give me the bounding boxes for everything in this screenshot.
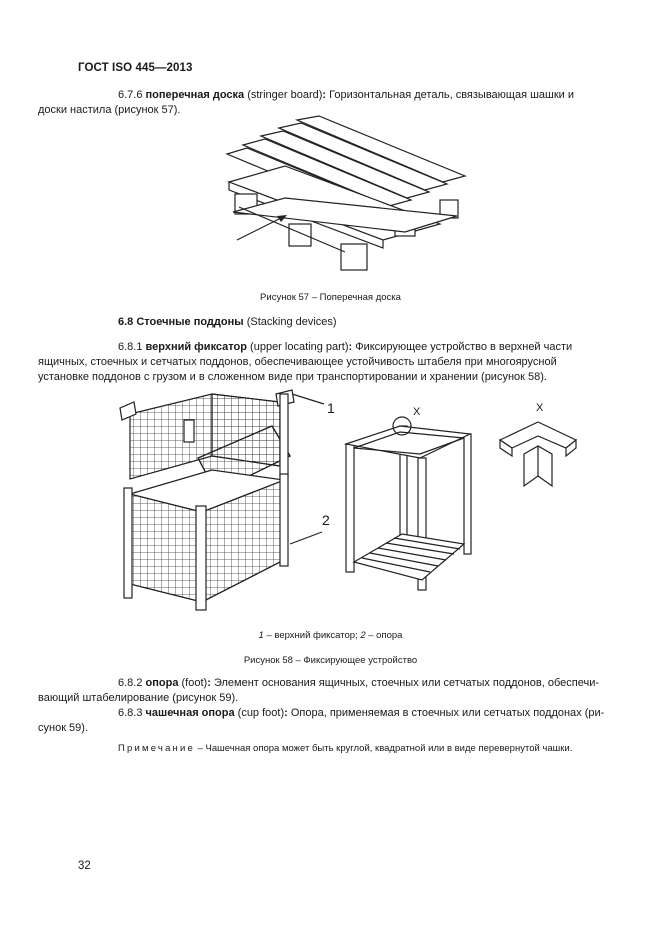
term-name: поперечная доска (145, 89, 245, 101)
term-name: верхний фиксатор (145, 341, 247, 353)
term-6-8-1-paragraph (38, 340, 615, 385)
detail-mark-x-frame: X (413, 406, 421, 418)
term-6-8-2-paragraph (38, 676, 615, 706)
callout-line-1 (292, 394, 324, 404)
note-text: – Чашечная опора может быть круглой, квадратной или в виде перевернутой чашки. (195, 743, 573, 754)
term-colon: : (322, 89, 327, 101)
term-definition-line: сунок 59). (38, 722, 89, 734)
term-definition-line: доски настила (рисунок 57). (38, 104, 181, 116)
term-definition-line: Опора, применяемая в стоечных или сетчатых поддонах (ри- (290, 707, 605, 719)
term-number: 6.8.1 (118, 341, 143, 353)
term-name: опора (145, 677, 179, 689)
note-paragraph (118, 743, 618, 754)
detail-mark-x-fitting: X (536, 402, 544, 414)
section-title: 6.8 Стоечные поддоны (118, 316, 244, 328)
legend-text: – опора (365, 630, 403, 641)
term-name: чашечная опора (145, 707, 235, 719)
term-definition-line: установке поддонов с грузом и в сложенном виде при транспортировании и хранении (рисунок 58). (38, 371, 547, 383)
figure-58-legend (0, 630, 661, 641)
frame-base-slats (354, 534, 464, 580)
section-english: (Stacking devices) (246, 316, 337, 328)
term-english: (stringer board) (247, 89, 323, 101)
term-english: (foot) (181, 677, 208, 689)
figure-58-caption: Рисунок 58 – Фиксирующее устройство (243, 655, 418, 666)
term-definition-line: ящичных, стоечных и сетчатых поддонов, обеспечивающее устойчивость штабеля при многоярусной (38, 356, 557, 368)
term-english: (upper locating part) (250, 341, 349, 353)
page-number: 32 (78, 860, 91, 872)
legend-text: – верхний фиксатор; (263, 630, 361, 641)
callout-line-2 (290, 532, 322, 544)
note-label: Примечание (118, 743, 195, 754)
figure-57-pallet-drawing (225, 112, 470, 284)
figure-58-stacking-frame (340, 412, 480, 592)
bottom-cage (124, 470, 288, 610)
term-number: 6.8.2 (118, 677, 143, 689)
section-6-8-heading (118, 316, 337, 328)
figure-58-detail-x (498, 418, 580, 494)
term-english: (cup foot) (237, 707, 285, 719)
term-number: 6.8.3 (118, 707, 143, 719)
callout-1: 1 (327, 400, 335, 416)
legend-number: 1 (258, 630, 264, 641)
term-definition-line: вающий штабелирование (рисунок 59). (38, 692, 239, 704)
legend-number: 2 (360, 630, 366, 641)
term-6-8-3-paragraph (38, 706, 615, 736)
figure-58-stacked-cages (112, 384, 352, 614)
figure-57-caption: Рисунок 57 – Поперечная доска (260, 292, 401, 303)
term-definition-line: Горизонтальная деталь, связывающая шашки и (329, 89, 575, 101)
document-header: ГОСТ ISO 445—2013 (78, 62, 193, 74)
term-colon: : (284, 707, 288, 719)
term-number: 6.7.6 (118, 89, 143, 101)
callout-2: 2 (322, 512, 330, 528)
term-colon: : (348, 341, 353, 353)
term-definition-line: Элемент основания ящичных, стоечных или сетчатых поддонов, обеспечи- (213, 677, 600, 689)
term-colon: : (207, 677, 211, 689)
term-definition-line: Фиксирующее устройство в верхней части (355, 341, 573, 353)
